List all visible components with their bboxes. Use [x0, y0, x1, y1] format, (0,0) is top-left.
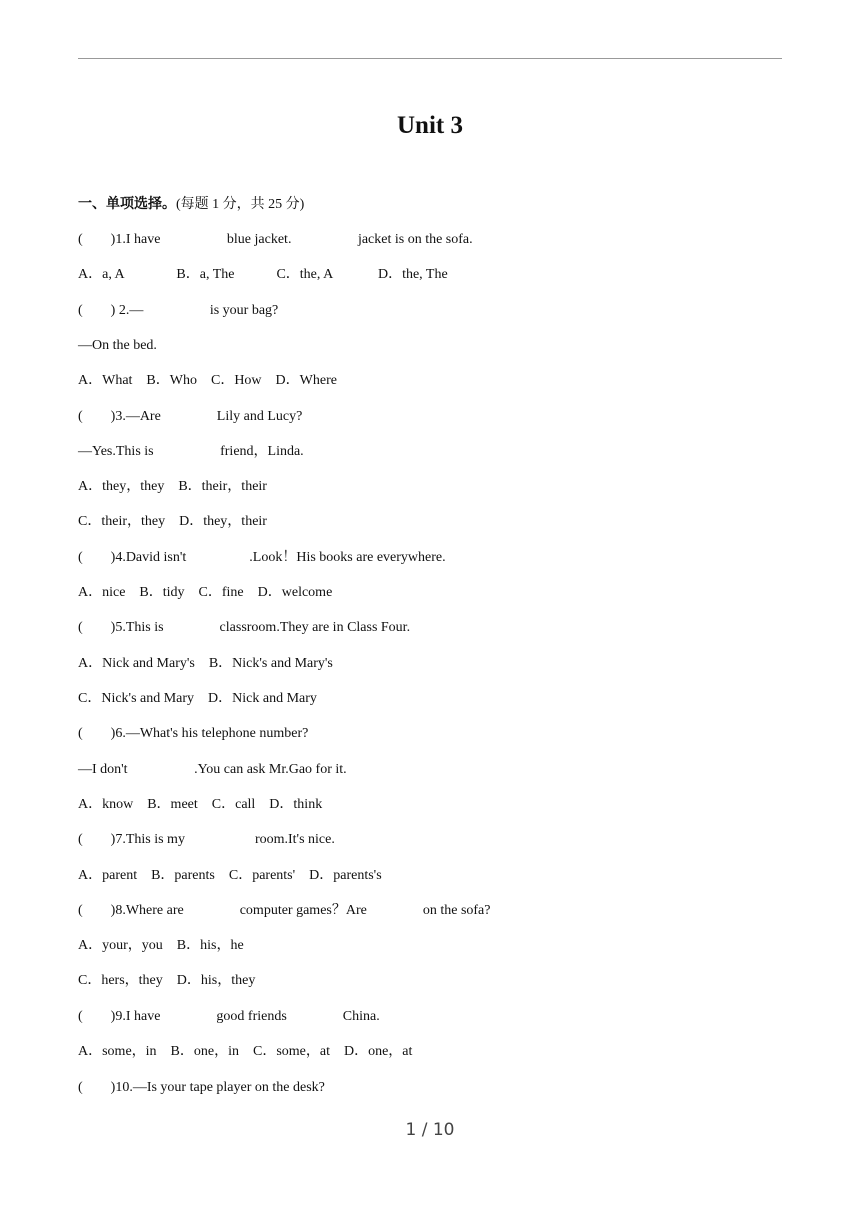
answer-line: —I don't .You can ask Mr.Gao for it.	[78, 762, 347, 777]
options-line: C．their，they D．they，their	[78, 514, 267, 529]
question-line: ( )6.—What's his telephone number?	[78, 726, 309, 741]
answer-line: —Yes.This is friend，Linda.	[78, 444, 304, 459]
question-line: ( )9.I have good friends China.	[78, 1009, 380, 1024]
options-line: A．What B．Who C．How D．Where	[78, 373, 337, 388]
section-heading-note: (每题 1 分，共 25 分)	[176, 197, 305, 212]
header-rule	[78, 58, 782, 59]
question-line: ( )8.Where are computer games？Are on the sofa?	[78, 903, 491, 918]
options-line: C．hers，they D．his，they	[78, 973, 256, 988]
options-line: A．a, A B．a, The C．the, A D．the, The	[78, 267, 448, 282]
options-line: C．Nick's and Mary D．Nick and Mary	[78, 691, 317, 706]
question-line: ( )3.—Are Lily and Lucy?	[78, 409, 303, 424]
question-line: ( )7.This is my room.It's nice.	[78, 832, 335, 847]
question-line: ( )1.I have blue jacket. jacket is on the sofa.	[78, 232, 473, 247]
section-heading	[78, 196, 304, 214]
question-line: ( ) 2.— is your bag?	[78, 303, 279, 318]
answer-line: —On the bed.	[78, 338, 157, 353]
page-title: Unit 3	[397, 112, 463, 139]
options-line: A．some，in B．one，in C．some，at D．one，at	[78, 1044, 413, 1059]
question-line: ( )5.This is classroom.They are in Class Four.	[78, 620, 411, 635]
options-line: A．know B．meet C．call D．think	[78, 797, 323, 812]
section-heading-label: 一、单项选择。	[78, 197, 176, 212]
options-line: A．Nick and Mary's B．Nick's and Mary's	[78, 656, 333, 671]
page-indicator: 1 / 10	[405, 1120, 455, 1140]
options-line: A．they，they B．their，their	[78, 479, 267, 494]
question-line: ( )10.—Is your tape player on the desk?	[78, 1080, 325, 1095]
question-line: ( )4.David isn't .Look！His books are everywhere.	[78, 550, 446, 565]
options-line: A．parent B．parents C．parents' D．parents's	[78, 868, 382, 883]
options-line: A．your，you B．his，he	[78, 938, 244, 953]
options-line: A．nice B．tidy C．fine D．welcome	[78, 585, 333, 600]
